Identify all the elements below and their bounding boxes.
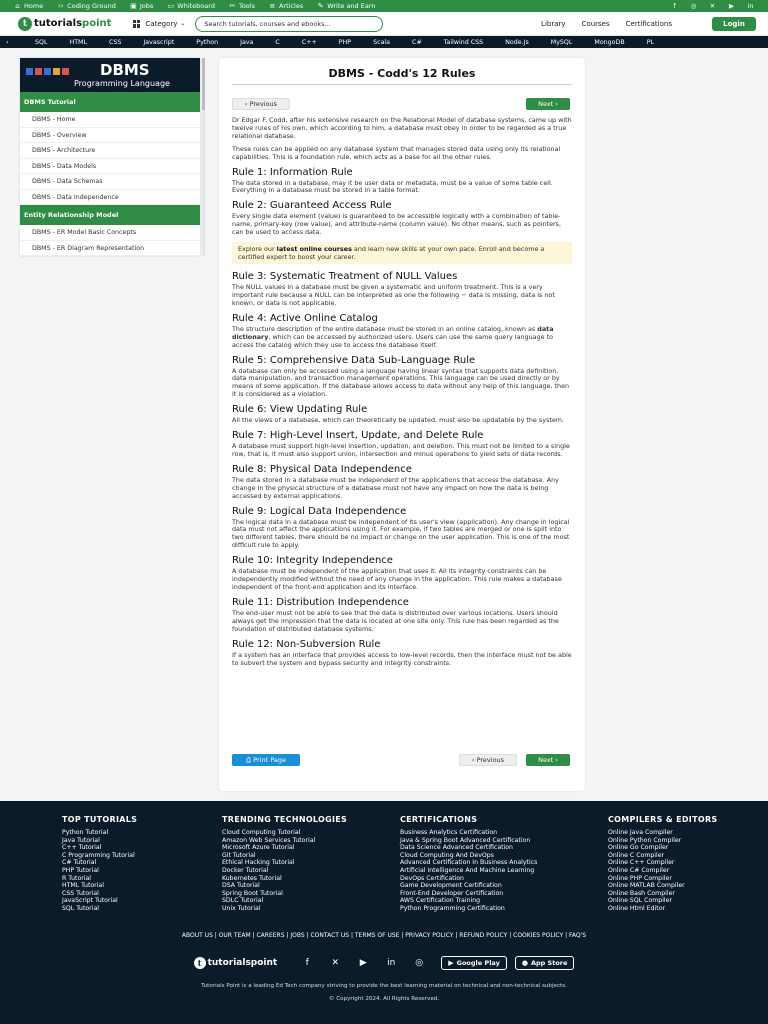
footer-link[interactable]: Online Bash Compiler (608, 889, 675, 897)
nav-courses[interactable]: Courses (581, 19, 610, 28)
footer-tagline: Tutorials Point is a leading Ed Tech company striving to provide the best learning material on technical and non-technical subjects. (201, 983, 567, 989)
topbar-link-articles[interactable]: ≡ Articles (269, 1, 304, 10)
footer-brand-row (0, 953, 768, 973)
chevron-down-icon: ⌄ (180, 20, 186, 27)
footer-link[interactable]: Online Go Compiler (608, 844, 669, 852)
footer-link[interactable]: Cloud Computing And DevOps (400, 851, 494, 859)
code-icon: ‹› (57, 1, 64, 10)
footer-link[interactable]: DevOps Certification (400, 874, 464, 882)
tech-link[interactable]: Python (196, 38, 219, 46)
rule-heading: Rule 10: Integrity Independence (232, 555, 393, 567)
linkedin-icon[interactable]: in (387, 958, 396, 968)
footer-link[interactable]: Microsoft Azure Tutorial (222, 844, 295, 852)
scrollbar-thumb[interactable] (202, 58, 205, 110)
category-dropdown[interactable]: Category ⌄ (133, 20, 185, 28)
chevron-right-icon: › (553, 100, 558, 108)
tech-link[interactable]: C# (412, 38, 422, 46)
x-twitter-icon[interactable]: ✕ (709, 2, 716, 10)
footer-logo[interactable]: t tutorialspoint (194, 957, 278, 969)
topbar-link-home[interactable]: ⌂ Home (15, 1, 44, 10)
tech-link[interactable]: PHP (338, 38, 352, 46)
courses-promo-banner: Explore our latest online courses and learn new skills at your own pace. Enroll and become a certified expert to boost your career. (232, 242, 572, 264)
footer-link[interactable]: Ethical Hacking Tutorial (222, 859, 295, 867)
tech-link[interactable]: HTML (69, 38, 87, 46)
tech-link[interactable]: Javascript (143, 38, 175, 46)
header-nav (525, 20, 672, 28)
rule-heading: Rule 11: Distribution Independence (232, 596, 409, 608)
footer-link[interactable]: Kubernetes Tutorial (222, 874, 282, 882)
footer-link[interactable]: SQL Tutorial (62, 904, 99, 912)
footer-link[interactable]: C++ Tutorial (62, 844, 102, 852)
sidebar-scrollbar[interactable] (202, 58, 205, 256)
latest-courses-link[interactable]: latest online courses (276, 245, 352, 254)
footer-link[interactable]: Unix Tutorial (222, 904, 261, 912)
logo-text: tutorialspoint (34, 18, 112, 29)
search-input[interactable]: Search tutorials, courses and ebooks... (195, 16, 383, 32)
footer-link[interactable]: Cloud Computing Tutorial (222, 829, 301, 836)
app-store-badge[interactable]: ● App Store (515, 956, 575, 970)
youtube-icon[interactable]: ▶ (359, 958, 367, 968)
sidebar-item[interactable]: DBMS - Data Models (20, 159, 200, 175)
footer-link[interactable]: Online C++ Compiler (608, 859, 675, 867)
rule-text: The NULL values in a database must be given a systematic and uniform treatment. This is a very important rule because a NULL can be interpreted as one the following − data is missing, data is not known, or data is not applicable. (232, 283, 555, 307)
topbar-link-tools[interactable]: ✂ Tools (229, 1, 255, 10)
nav-certifications[interactable]: Certifications (625, 19, 672, 28)
tech-link[interactable]: Java (240, 38, 254, 46)
intro-paragraph: Dr Edgar F. Codd, after his extensive research on the Relational Model of database systems, came up with twelve rules of his own, which according to him, a database must obey in order to be regarded as a true relational database. (232, 116, 572, 140)
footer-column-trending: TRENDING TECHNOLOGIES Cloud Computing Tutorial Amazon Web Services Tutorial Microsoft Azure Tutorial Git Tutorial Ethical Hacking Tutorial Docker Tutorial Kubernetes Tutorial DSA Tutorial Spring Boot Tutorial SDLC Tutorial Unix Tutorial (222, 815, 348, 912)
rule-text: The end-user must not be able to see that the data is distributed over various locations. Users should always get the impression that the data is located at one site only. This rule has been regarded as the foundation of distributed database systems. (232, 608, 559, 633)
home-icon: ⌂ (15, 1, 20, 10)
topbar-social-links (659, 0, 754, 12)
rule-heading: Rule 5: Comprehensive Data Sub-Language Rule (232, 354, 476, 366)
topbar-link-write-and-earn[interactable]: ✎ Write and Earn (317, 1, 376, 10)
topbar-link-jobs[interactable]: ▣ Jobs (130, 1, 154, 10)
footer-link[interactable]: Python Tutorial (62, 829, 109, 836)
rule-heading: Rule 12: Non-Subversion Rule (232, 638, 381, 650)
sidebar-banner-subtitle: Programming Language (74, 79, 170, 88)
sidebar-banner-title: DBMS (100, 61, 150, 79)
footer-link[interactable]: HTML Tutorial (62, 882, 104, 890)
footer-link[interactable]: C Programming Tutorial (62, 851, 135, 859)
footer-link[interactable]: AWS Certification Training (400, 897, 481, 905)
footer-link[interactable]: Online Html Editor (608, 904, 666, 912)
rule-text: The structure description of the entire database must be stored in an online catalog, known as data dictionary, which can be accessed by authorized users. Users can use the same query language to access the catalog which they use to access the database itself. (232, 324, 554, 349)
footer-link[interactable]: Java & Spring Boot Advanced Certification (400, 836, 531, 844)
footer-link[interactable]: Docker Tutorial (222, 866, 269, 874)
sidebar-item[interactable]: DBMS - ER Diagram Representation (20, 241, 200, 257)
tools-icon: ✂ (229, 1, 236, 10)
footer-link[interactable]: Data Science Advanced Certification (400, 844, 513, 852)
rule-text: If a system has an interface that provides access to low-level records, then the interface must not be able to subvert the system and bypass security and integrity constraints. (232, 650, 572, 667)
footer-link[interactable]: Front-End Developer Certification (400, 889, 504, 897)
logo-mark-icon: t (18, 17, 32, 31)
top-utility-bar (0, 0, 768, 12)
footer-link[interactable]: Online Python Compiler (608, 836, 682, 844)
rule-heading: Rule 9: Logical Data Independence (232, 505, 407, 517)
footer-column-compilers: COMPILERS & EDITORS Online Java Compiler Online Python Compiler Online Go Compiler Online C Compiler Online C++ Compiler Online C# Compiler Online PHP Compiler Online MATLAB Compiler Online Bash Compiler Online SQL Compiler Online Html Editor (608, 815, 718, 912)
db-thumbnail-icon (26, 68, 71, 75)
sidebar-item[interactable]: DBMS - Overview (20, 128, 200, 144)
site-footer (0, 801, 768, 1024)
footer-link[interactable]: Online SQL Compiler (608, 897, 672, 905)
tech-link[interactable]: Scala (373, 38, 391, 46)
previous-button-bottom[interactable]: ‹ Previous (459, 754, 517, 766)
facebook-icon[interactable]: f (305, 958, 309, 968)
rule-heading: Rule 8: Physical Data Independence (232, 463, 412, 475)
intro-paragraph: These rules can be applied on any database system that manages stored data using only its relational capabilities. This is a foundation rule, which acts as a base for all the other rules. (232, 144, 561, 161)
rule-text: All the views of a database, which can theoretically be updated, must also be updatable by the system. (232, 416, 565, 425)
youtube-icon[interactable]: ▶ (729, 2, 734, 10)
grid-icon (133, 20, 141, 28)
briefcase-icon: ▣ (130, 1, 137, 10)
sidebar-item[interactable]: DBMS - ER Model Basic Concepts (20, 225, 200, 241)
tech-link[interactable]: C++ (301, 38, 317, 46)
rule-text: A database must be independent of the application that uses it. All its integrity constraints can be independently modified without the need of any change in the application. This rule makes a database independent of the front-end application and its interface. (232, 567, 562, 591)
sidebar-section-er-model[interactable]: Entity Relationship Model (20, 205, 200, 225)
footer-link[interactable]: Advanced Certification In Business Analytics (400, 859, 538, 867)
footer-link[interactable]: Game Development Certification (400, 882, 502, 890)
instagram-icon[interactable]: ◎ (690, 2, 697, 10)
footer-link[interactable]: Spring Boot Tutorial (222, 889, 283, 897)
footer-link[interactable]: Online Java Compiler (608, 829, 673, 836)
sidebar-item[interactable]: DBMS - Home (20, 112, 200, 128)
rule-text: A database must support high-level insertion, updation, and deletion. This must not be limited to a single row, that is, it must also support union, intersection and minus operations to yield sets of data records. (232, 442, 570, 458)
tech-link[interactable]: C (275, 38, 280, 46)
footer-link[interactable]: C# Tutorial (62, 859, 97, 867)
footer-copyright: © Copyright 2024. All Rights Reserved. (328, 996, 440, 1002)
rule-heading: Rule 6: View Updating Rule (232, 404, 368, 416)
topbar-link-whiteboard[interactable]: ▭ Whiteboard (167, 1, 215, 10)
chevron-right-icon: › (553, 756, 558, 764)
print-page-button[interactable]: ⎙ Print Page (232, 754, 300, 766)
google-play-badge[interactable]: ▶ Google Play (441, 956, 507, 970)
pen-icon: ✎ (317, 1, 324, 10)
rule-text: The logical data in a database must be independent of its user's view (application). Any change in logical data must not affect the applications using it. For example, if two tables are merged or one is split into two different tables, there should be no impact or change on the user application. This is one of the most difficult rule to apply. (232, 517, 570, 550)
footer-link[interactable]: Amazon Web Services Tutorial (222, 836, 316, 844)
footer-link[interactable]: JavaScript Tutorial (62, 897, 118, 905)
chevron-left-icon: ‹ (244, 100, 250, 108)
rule-text: Every single data element (value) is guaranteed to be accessible logically with a combination of table-name, primary-key (row value), and attribute-name (column value). No other means, such as pointers, can be used to access data. (232, 212, 561, 237)
footer-link[interactable]: PHP Tutorial (62, 866, 99, 874)
footer-link[interactable]: DSA Tutorial (222, 882, 260, 890)
footer-link[interactable]: CSS Tutorial (62, 889, 99, 897)
next-button-top[interactable]: Next › (526, 98, 570, 110)
chevron-left-icon: ‹ (471, 756, 477, 764)
rule-heading: Rule 7: High-Level Insert, Update, and Delete Rule (232, 430, 484, 442)
main-article (219, 58, 585, 791)
footer-link[interactable]: Online PHP Compiler (608, 874, 672, 882)
next-button-bottom[interactable]: Next › (526, 754, 570, 766)
footer-link[interactable]: R Tutorial (62, 874, 92, 882)
x-twitter-icon[interactable]: ✕ (331, 958, 339, 968)
footer-link[interactable]: Online MATLAB Compiler (608, 882, 685, 890)
footer-link[interactable]: Business Analytics Certification (400, 829, 498, 836)
chevron-left-icon[interactable]: ‹ (6, 38, 9, 46)
tech-link[interactable]: PL (646, 38, 654, 46)
sidebar-item[interactable]: DBMS - Architecture (20, 143, 200, 159)
play-store-icon: ▶ (448, 959, 454, 967)
tech-link[interactable]: Node.Js (505, 38, 529, 46)
title-divider (232, 84, 572, 85)
site-logo[interactable] (18, 17, 111, 31)
topbar-link-coding-ground[interactable]: ‹› Coding Ground (57, 1, 116, 10)
footer-link[interactable]: SDLC Tutorial (222, 897, 264, 905)
apple-icon: ● (521, 959, 528, 967)
sidebar-banner (20, 58, 200, 92)
sidebar-item[interactable]: DBMS - Data Schemas (20, 174, 200, 190)
tutorial-sidebar (20, 58, 200, 256)
article-content (232, 117, 572, 672)
sidebar-item[interactable]: DBMS - Data Independence (20, 190, 200, 206)
footer-link[interactable]: Artificial Intelligence And Machine Learning (400, 866, 535, 874)
rule-heading: Rule 3: Systematic Treatment of NULL Values (232, 271, 458, 283)
rule-heading: Rule 4: Active Online Catalog (232, 312, 378, 324)
facebook-icon[interactable]: f (673, 2, 676, 10)
sidebar-section-dbms-tutorial[interactable]: DBMS Tutorial (20, 92, 200, 112)
technology-nav (0, 36, 768, 48)
rule-text: The data stored in a database, may it be user data or metadata, must be a value of some table cell. Everything in a database must be stored in a table format. (232, 178, 553, 195)
linkedin-icon[interactable]: in (747, 2, 754, 10)
whiteboard-icon: ▭ (167, 1, 175, 10)
rule-heading: Rule 1: Information Rule (232, 166, 353, 178)
instagram-icon[interactable]: ◎ (415, 958, 424, 968)
tech-link[interactable]: SQL (35, 38, 48, 46)
footer-link[interactable]: Online C Compiler (608, 851, 665, 859)
site-header (0, 12, 768, 36)
login-button[interactable]: Login (712, 17, 756, 31)
rule-text: A database can only be accessed using a language having linear syntax that supports data definition, data manipulation, and transaction management operations. This language can be used directly or by means of some application. If the database allows access to data without any help of this language, then it is considered as a violation. (232, 366, 570, 399)
tech-link[interactable]: CSS (109, 38, 122, 46)
tech-link[interactable]: Tailwind CSS (443, 38, 484, 46)
previous-button-top[interactable]: ‹ Previous (232, 98, 290, 110)
footer-link[interactable]: Git Tutorial (222, 851, 256, 859)
footer-policy-links[interactable]: ABOUT US | OUR TEAM | CAREERS | JOBS | CONTACT US | TERMS OF USE | PRIVACY POLICY | REFUND POLICY | COOKIES POLICY | FAQ'S (181, 932, 587, 939)
nav-library[interactable]: Library (541, 19, 566, 28)
footer-column-top-tutorials: TOP TUTORIALS Python Tutorial Java Tutorial C++ Tutorial C Programming Tutorial C# Tutorial PHP Tutorial R Tutorial HTML Tutorial CSS Tutorial JavaScript Tutorial SQL Tutorial (62, 815, 138, 912)
tech-link[interactable]: MySQL (550, 38, 573, 46)
logo-mark-icon: t (194, 957, 206, 969)
footer-link[interactable]: Python Programming Certification (400, 904, 505, 912)
tech-link[interactable]: MongoDB (594, 38, 625, 46)
footer-link[interactable]: Online C# Compiler (608, 866, 670, 874)
footer-column-certifications: CERTIFICATIONS Business Analytics Certification Java & Spring Boot Advanced Certification Data Science Advanced Certification Cloud Computing And DevOps Advanced Certification In Business Analytics Artificial Intelligence And Machine Learning DevOps Certification Game Development Certification Front-End Developer Certification AWS Certification Training Python Programming Certification (400, 815, 538, 912)
footer-link[interactable]: Java Tutorial (62, 836, 100, 844)
page-title: DBMS - Codd's 12 Rules (328, 67, 476, 80)
rule-text: The data stored in a database must be independent of the applications that access the database. Any change in the physical structure of a database must not have any impact on how the data is being accessed by external applications. (232, 475, 559, 500)
rule-heading: Rule 2: Guaranteed Access Rule (232, 200, 392, 212)
printer-icon: ⎙ (245, 756, 254, 764)
articles-icon: ≡ (269, 1, 276, 10)
